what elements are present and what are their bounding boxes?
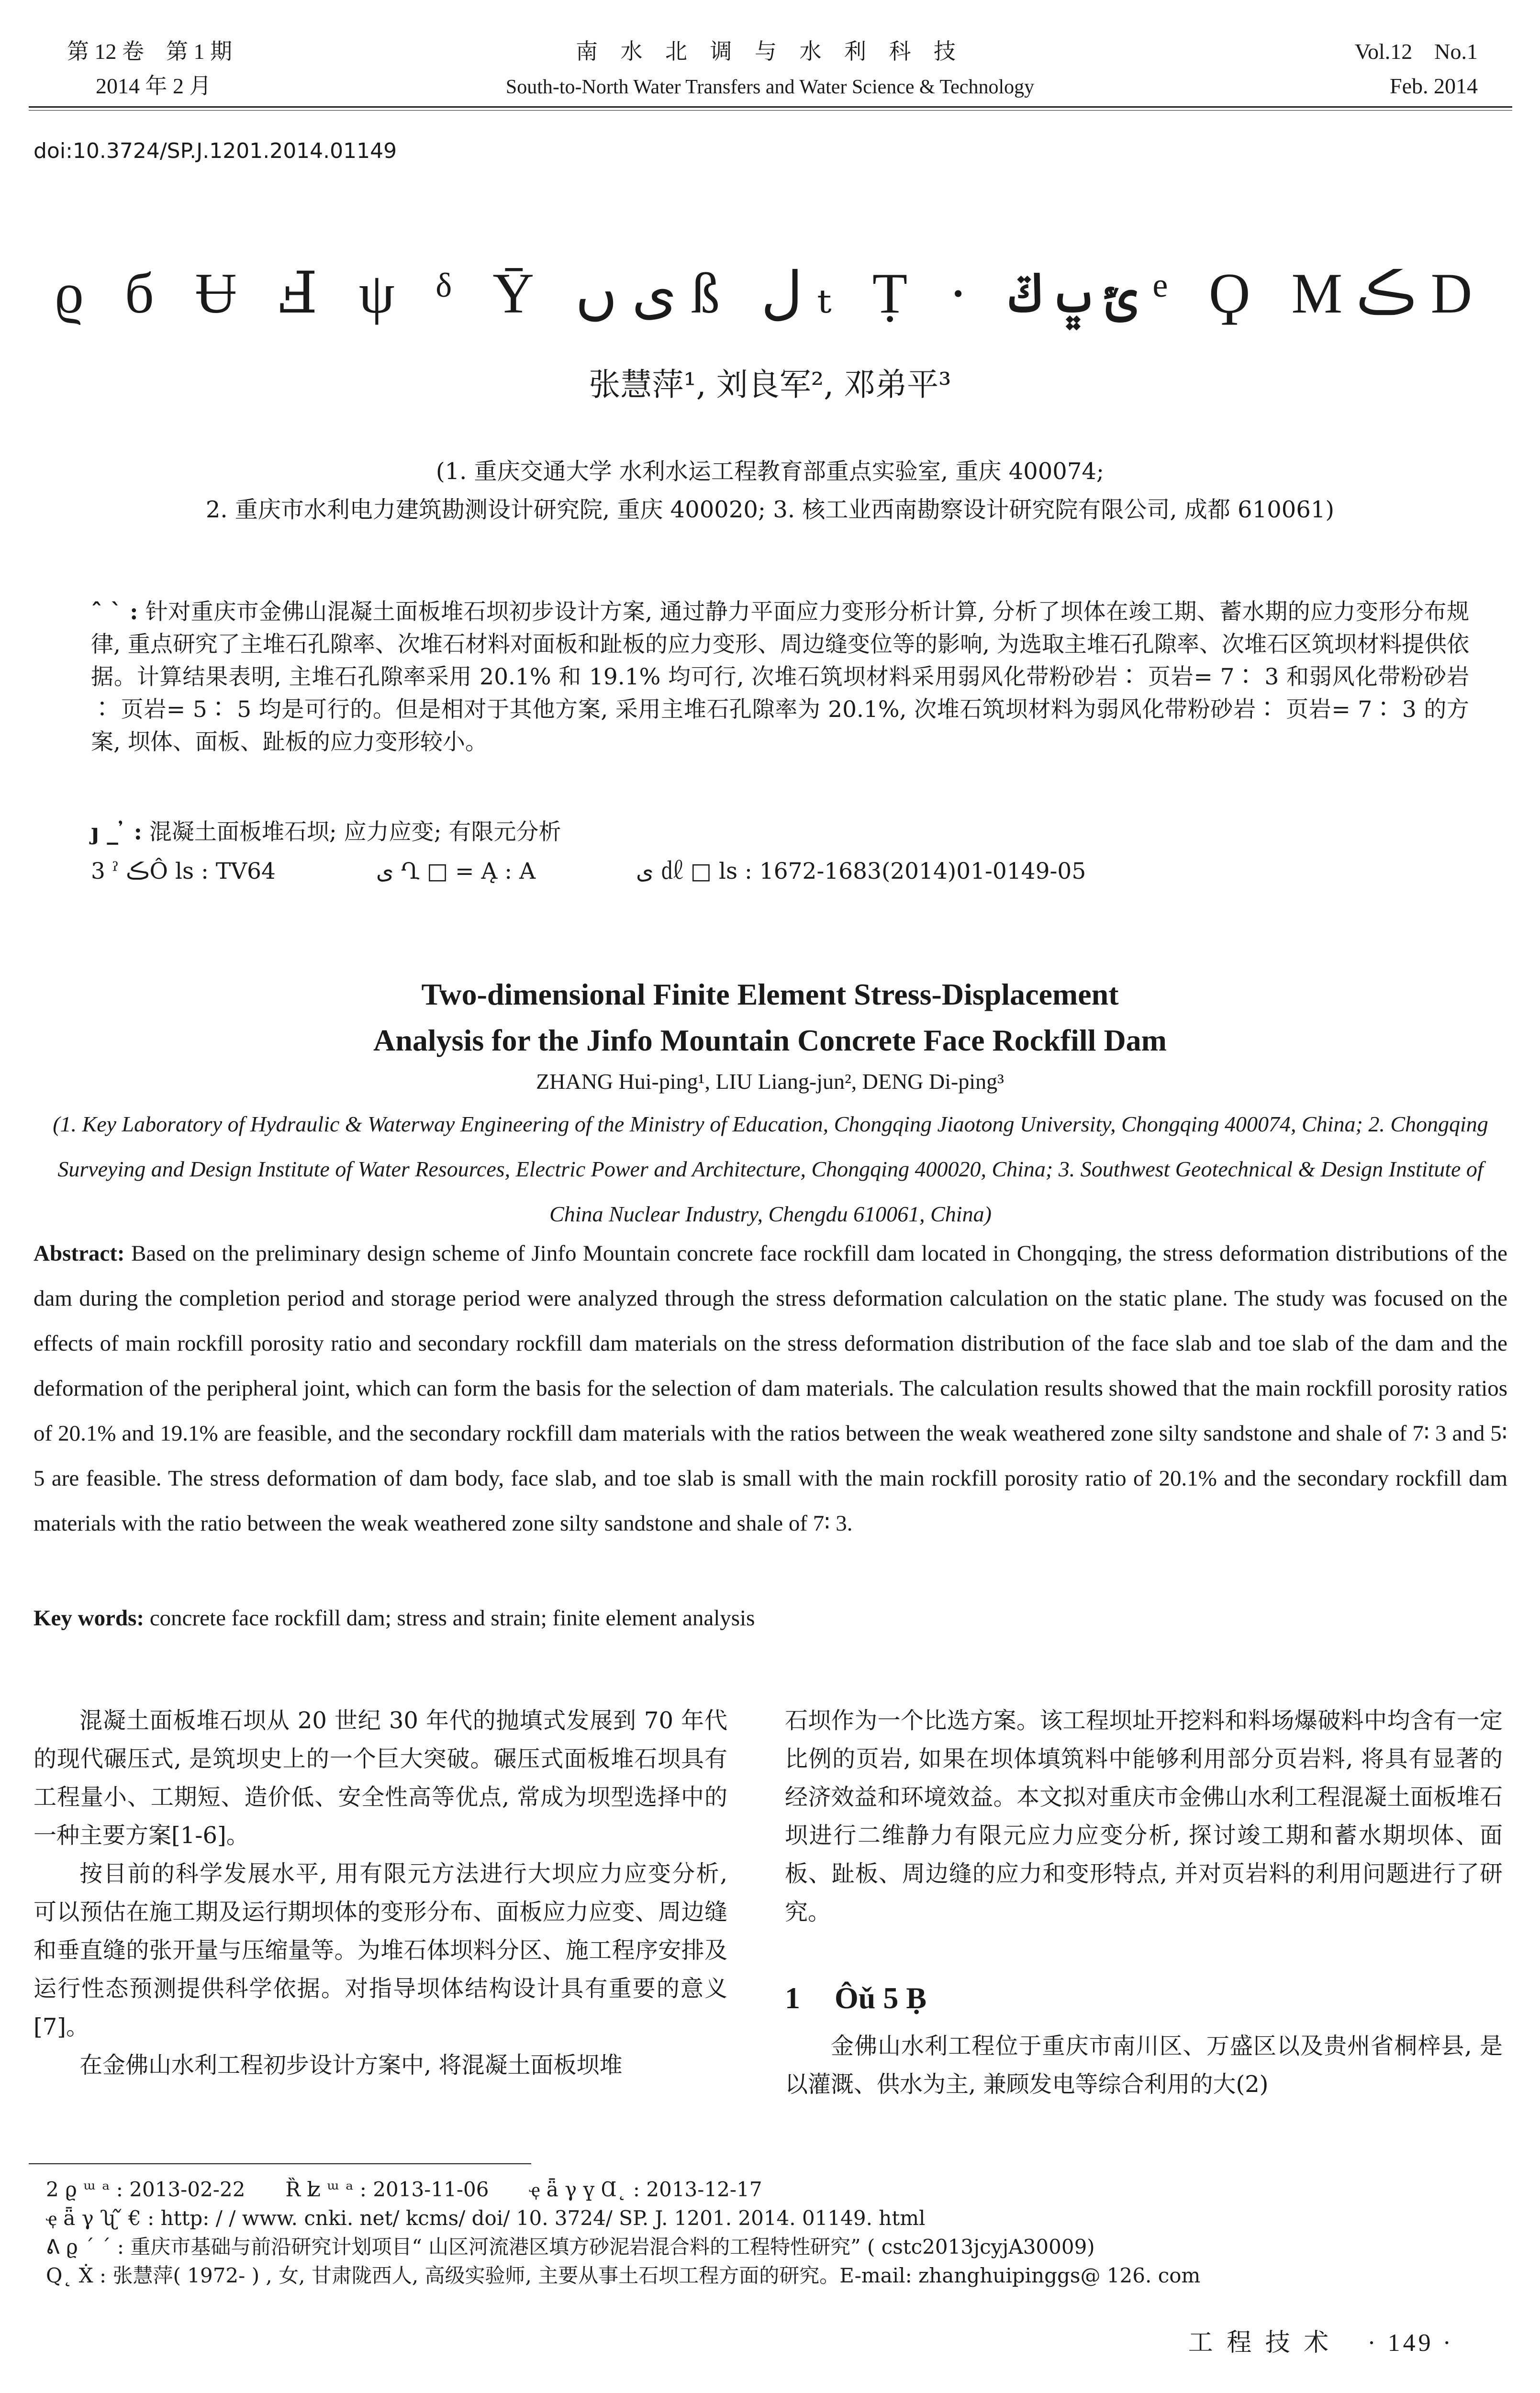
article-id-label: ی ㎗ □ ls : [636, 858, 752, 884]
affiliation-cn-line-1: (1. 重庆交通大学 水利水运工程教育部重点实验室, 重庆 400074; [435, 458, 1105, 485]
header-journal-cn: 南 水 北 调 与 水 利 科 技 [576, 39, 964, 64]
header-rule-thin [29, 110, 1512, 111]
body-paragraph: 混凝土面板堆石坝从 20 世纪 30 年代的抛填式发展到 70 年代的现代碾压式, 是筑坝史上的一个巨大突破。碾压式面板堆石坝具有工程量小、工期短、造价低、安全性高等优点, 常成为坝型选择中的一种主要方案[1-6]。 [33, 1707, 727, 1849]
abstract-cn [91, 596, 1469, 759]
affiliations-en: (1. Key Laboratory of Hydraulic & Waterway Engineering of the Ministry of Education, Chongqing Jiaotong University, Chongqing 400074, China; 2. Chongqing Surveying and Design Institute of Water Resources, Electric Power and Architecture, Chongqing 400020, China; 3. Southwest Geotechnical & Design Institute of China Nuclear Industry, Chengdu 610061, China) [53, 1112, 1488, 1226]
authors-en: ZHANG Hui-ping¹, LIU Liang-jun², DENG Di-ping³ [536, 1069, 1004, 1094]
classification-cn [91, 855, 1469, 888]
section-heading-1 [785, 1977, 926, 2020]
keywords-en-text: concrete face rockfill dam; stress and strain; finite element analysis [149, 1606, 755, 1631]
keywords-cn [91, 816, 1469, 849]
body-paragraph: 金佛山水利工程位于重庆市南川区、万盛区以及贵州省桐梓县, 是以灌溉、供水为主, 兼顾发电等综合利用的大(2) [785, 2033, 1503, 2098]
footnote-rule [29, 2163, 531, 2164]
article-title-cn: ϱ б Ʉ Ⅎ ψ ᵟ Ȳ ی ں ß ل ₜ Ṭ · ێٔ ڀ ݿ ᵉ Ϙ Mڪ D [54, 261, 1486, 325]
body-paragraph: 石坝作为一个比选方案。该工程坝址开挖料和料场爆破料中均含有一定比例的页岩, 如果在坝体填筑料中能够利用部分页岩料, 将具有显著的经济效益和环境效益。本文拟对重庆市金佛山水利工程混凝土面板堆石坝进行二维静力有限元应力应变分析, 探讨竣工期和蓄水期坝体、面板、趾板、周边缝的应力和变形特点, 并对页岩料的利用问题进行了研究。 [785, 1707, 1503, 1925]
footnote-funding: ᕕ ϱ ˊ ˊ : 重庆市基础与前沿研究计划项目“ 山区河流港区填方砂泥岩混合料的工程特性研究” ( cstc2013jcyjA30009) [46, 2235, 1095, 2259]
keywords-cn-text: 混凝土面板堆石坝; 应力应变; 有限元分析 [149, 819, 561, 845]
article-title-en-line-2: Analysis for the Jinfo Mountain Concrete Face Rockfill Dam [373, 1023, 1167, 1057]
header-rule [29, 106, 1512, 108]
header-date-en: Feb. 2014 [1390, 74, 1478, 98]
header-journal-en: South-to-North Water Transfers and Water Science & Technology [505, 76, 1035, 98]
affiliation-cn-line-2: 2. 重庆市水利电力建筑勘测设计研究院, 重庆 400020; 3. 核工业西南勘察设计研究院有限公司, 成都 610061) [205, 496, 1335, 523]
section-number: 1 [785, 1981, 800, 2015]
keywords-en [33, 1596, 1507, 1641]
clc-value: TV64 [215, 858, 276, 884]
body-paragraph: 按目前的科学发展水平, 用有限元方法进行大坝应力应变分析, 可以预估在施工期及运行期坝体的变形分布、面板应力应变、周边缝和垂直缝的张开量与压缩量等。为堆石体坝料分区、施工程序安排及运行性态预测提供科学依据。对指导坝体结构设计具有重要的意义[7]。 [33, 1860, 727, 2040]
keywords-cn-label: ȷ _ ̓ : [91, 819, 142, 845]
footer-section: 工 程 技 术 [1188, 2328, 1332, 2357]
abstract-en-label: Abstract: [33, 1241, 125, 1266]
abstract-en [33, 1231, 1507, 1546]
header-date-cn: 2014 年 2 月 [96, 74, 212, 98]
authors-cn: 张慧萍¹, 刘良军², 邓弟平³ [589, 366, 951, 403]
footnote-online-url: ҿ ǟ γ ʯ ᷉ € : http: / / www. cnki. net/ kcms/ doi/ 10. 3724/ SP. J. 1201. 2014. 01149. html [46, 2206, 926, 2230]
abstract-en-text: Based on the preliminary design scheme of Jinfo Mountain concrete face rockfill dam located in Chongqing, the stress deformation distributions of the dam during the completion period and storage period were analyzed through the stress deformation calculation on the static plane. The study was focused on the effects of main rockfill porosity ratio and secondary rockfill dam materials on the stress deformation distribution of the face slab and toe slab of the dam and the deformation of the peripheral joint, which can form the basis for the selection of dam materials. The calculation results showed that the main rockfill porosity ratios of 20.1% and 19.1% are feasible, and the secondary rockfill dam materials with the ratios between the weak weathered zone silty sandstone and shale of 7∶ 3 and 5∶ 5 are feasible. The stress deformation of dam body, face slab, and toe slab is small with the main rockfill porosity ratio of 20.1% and the secondary rockfill dam materials with the ratio between the weak weathered zone silty sandstone and shale of 7∶ 3. [33, 1241, 1507, 1536]
document-code-value: A [519, 858, 536, 884]
body-right-column-continued [785, 2027, 1503, 2103]
article-id-value: 1672-1683(2014)01-0149-05 [759, 858, 1086, 884]
keywords-en-label: Key words: [33, 1606, 145, 1631]
header-volume-issue-cn: 第 12 卷 第 1 期 [67, 39, 232, 64]
abstract-cn-label: ˆ ˋ : [91, 599, 138, 625]
footnote-dates: 2 ϱ ᵚ ᵃ : 2013-02-22 Ȑ ʫ ᵚ ᵃ : 2013-11-06 ҿ ǟ γ ү Ɑ˛ : 2013-12-17 [46, 2178, 762, 2201]
header-volume-issue-en: Vol.12 No.1 [1354, 39, 1478, 64]
body-paragraph: 在金佛山水利工程初步设计方案中, 将混凝土面板坝堆 [79, 2052, 623, 2079]
footnote-author-bio: Q˛ Ẋ : 张慧萍( 1972- ) , 女, 甘肃陇西人, 高级实验师, 主要从事土石坝工程方面的研究。E-mail: zhanghuipinggs@ 126. com [46, 2264, 1201, 2287]
body-left-column [33, 1701, 727, 2084]
document-code-label: ی Ղ □ = Ą : [376, 858, 513, 884]
article-title-en-line-1: Two-dimensional Finite Element Stress-Displacement [421, 977, 1119, 1011]
abstract-cn-text: 针对重庆市金佛山混凝土面板堆石坝初步设计方案, 通过静力平面应力变形分析计算, 分析了坝体在竣工期、蓄水期的应力变形分布规律, 重点研究了主堆石孔隙率、次堆石材料对面板和趾板的应力变形、周边缝变位等的影响, 为选取主堆石孔隙率、次堆石区筑坝材料提供依据。计算结果表明, 主堆石孔隙率采用 20.1% 和 19.1% 均可行, 次堆石筑坝材料采用弱风化带粉砂岩∶ 页岩= 7∶ 3 和弱风化带粉砂岩∶ 页岩= 5∶ 5 均是可行的。但是相对于其他方案, 采用主堆石孔隙率为 20.1%, 次堆石筑坝材料为弱风化带粉砂岩∶ 页岩= 7∶ 3 的方案, 坝体、面板、趾板的应力变形较小。 [91, 599, 1469, 755]
clc-label: 3 ˀ ڪÔ ls : [91, 858, 209, 884]
doi: doi:10.3724/SP.J.1201.2014.01149 [33, 139, 397, 163]
body-right-column [785, 1701, 1503, 1931]
page-number: · 149 · [1367, 2329, 1454, 2357]
section-title: Ôǔ 5 Ḅ [835, 1981, 927, 2015]
page-footer [1188, 2326, 1454, 2360]
